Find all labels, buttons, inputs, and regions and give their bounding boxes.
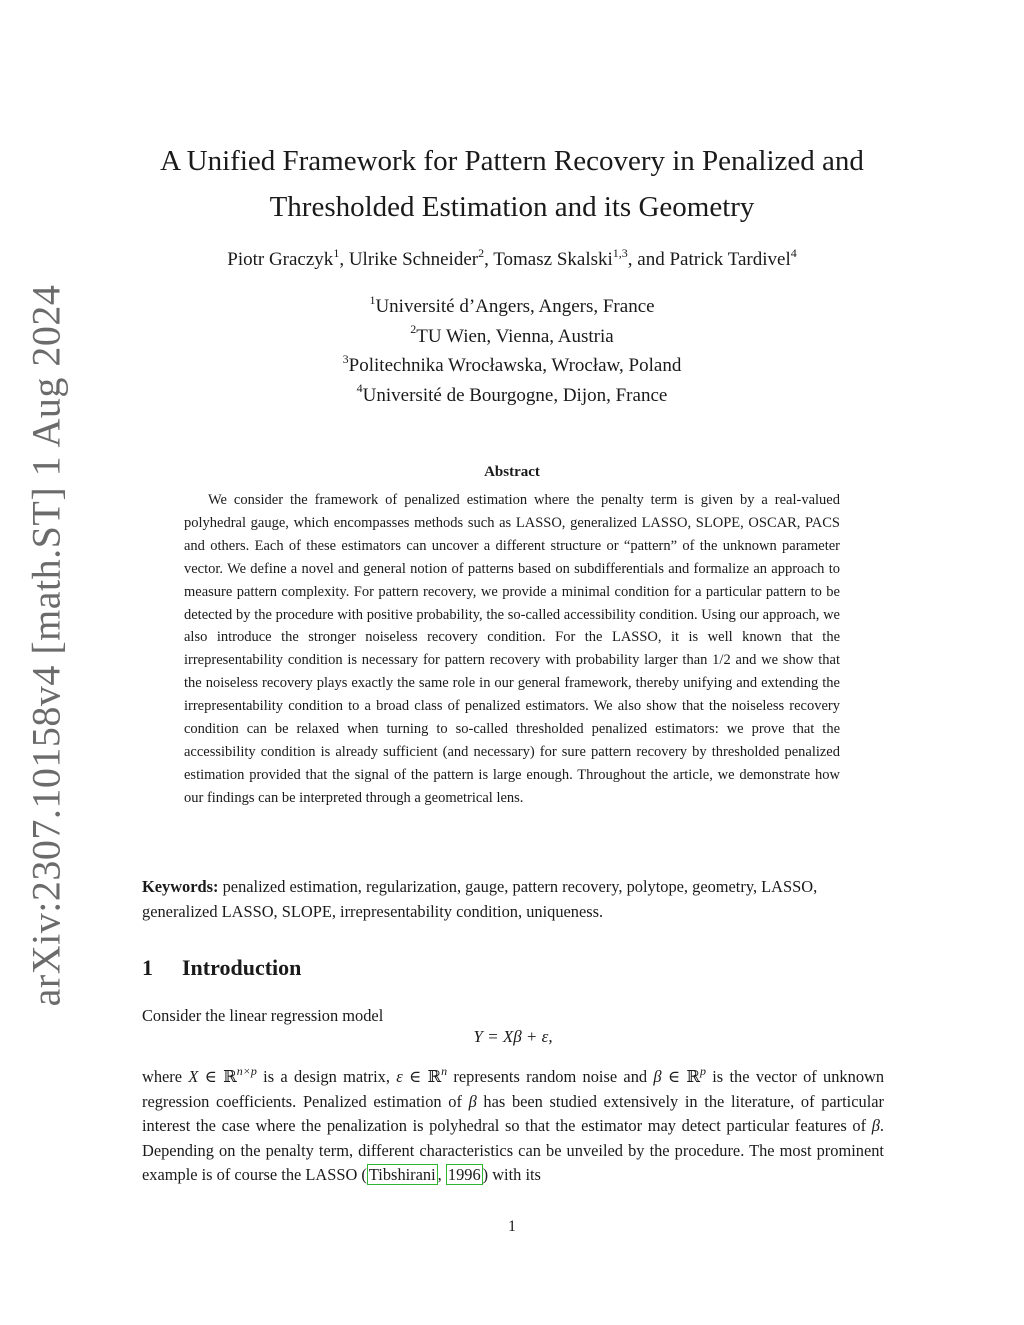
affiliation-mark: 2 <box>410 322 417 337</box>
text-run: is a design matrix, <box>256 1067 397 1086</box>
author-separator: , and <box>627 249 670 270</box>
affiliation-list <box>140 292 884 410</box>
text-run: is the vector of unknown regression coefficients. Penalized estimation of <box>142 1067 885 1111</box>
affiliation-text: TU Wien, Vienna, Austria <box>416 325 614 347</box>
text-run: ∈ ℝ <box>198 1067 237 1086</box>
text-run: represents random noise and <box>447 1067 654 1086</box>
affiliation <box>140 351 884 381</box>
math-symbol: β <box>468 1091 477 1111</box>
text-run: ∈ ℝ <box>661 1067 700 1086</box>
text-run: ∈ ℝ <box>402 1067 442 1086</box>
author-affiliation-mark: 4 <box>790 245 797 260</box>
math-symbol: X <box>188 1067 199 1086</box>
author-separator: , <box>484 249 494 270</box>
paper-title <box>140 138 884 230</box>
author-affiliation-mark: 2 <box>478 245 485 260</box>
affiliation-text: Université de Bourgogne, Dijon, France <box>362 384 668 406</box>
citation-link-author[interactable]: Tibshirani <box>368 1165 436 1185</box>
author-name: Piotr Graczyk <box>227 249 334 270</box>
math-symbol: ε <box>396 1067 403 1086</box>
affiliation-mark: 4 <box>356 381 363 396</box>
affiliation <box>140 381 884 411</box>
citation-link-year[interactable]: 1996 <box>447 1165 481 1185</box>
keywords <box>142 874 884 924</box>
math-superscript: n <box>441 1063 448 1078</box>
abstract-heading: Abstract <box>484 464 540 480</box>
author-affiliation-mark: 1,3 <box>612 245 628 260</box>
author-name: Patrick Tardivel <box>669 249 791 270</box>
keywords-label: Keywords: <box>142 877 219 896</box>
section-number: 1 <box>142 955 153 980</box>
intro-paragraph-2 <box>142 1065 884 1188</box>
arxiv-sidebar-stamp <box>18 284 74 1006</box>
affiliation-mark: 3 <box>342 351 349 366</box>
title-line-2: Thresholded Estimation and its Geometry <box>269 191 755 223</box>
section-title: Introduction <box>182 955 302 980</box>
affiliation-mark: 1 <box>369 292 376 307</box>
text-run: ) with its <box>482 1165 541 1185</box>
affiliation-text: Université d’Angers, Angers, France <box>375 296 655 317</box>
abstract-body: We consider the framework of penalized estimation where the penalty term is given by a real-valued polyhedral gauge, which encompasses methods such as LASSO, generalized LASSO, SLOPE, OSCAR, PACS and others. Each of these estimators can uncover a different structure or “pattern” of the unknown parameter vector. We define a novel and general notion of patterns based on subdifferentials and formalize an approach to measure pattern complexity. For pattern recovery, we provide a minimal condition for a particular pattern to be detected by the procedure with positive probability, the so-called accessibility condition. Using our approach, we also introduce the stronger noiseless recovery condition. For the LASSO, it is well known that the irrepresentability condition is necessary for pattern recovery with probability larger than 1/2 and we show that the noiseless recovery plays exactly the same role in our general framework, thereby unifying and extending the irrepresentability condition to a broad class of penalized estimators. We also show that the noiseless recovery condition can be relaxed when turning to so-called thresholded penalized estimators: we prove that the accessibility condition is already sufficient (and necessary) for sure pattern recovery by thresholded penalized estimation provided that the signal of the pattern is large enough. Throughout the article, we demonstrate how our findings can be interpreted through a geometrical lens. <box>184 492 840 806</box>
author-list <box>140 247 884 273</box>
arxiv-identifier: arXiv:2307.10158v4 [math.ST] 1 Aug 2024 <box>23 284 69 1006</box>
author-affiliation-mark: 1 <box>333 245 340 260</box>
affiliation <box>140 292 884 322</box>
section-heading <box>142 955 301 981</box>
regression-equation: Y = Xβ + ε, <box>473 1027 553 1046</box>
affiliation <box>140 322 884 352</box>
author-separator: , <box>339 249 349 270</box>
text-run: . Depending on the penalty term, different characteristics can be unveiled by the procedure. The most prominent example is of course the LASSO ( <box>142 1116 884 1185</box>
author-name: Ulrike Schneider <box>348 249 479 270</box>
math-superscript: n×p <box>236 1063 257 1078</box>
text-run: where <box>142 1067 189 1086</box>
page-number: 1 <box>508 1218 516 1235</box>
affiliation-text: Politechnika Wrocławska, Wrocław, Poland <box>348 355 682 376</box>
intro-paragraph-1: Consider the linear regression model <box>142 1006 384 1025</box>
title-line-1: A Unified Framework for Pattern Recovery in Penalized and <box>160 145 864 177</box>
math-symbol: β <box>653 1067 662 1086</box>
math-symbol: β <box>871 1116 880 1136</box>
text-run: , <box>437 1165 446 1185</box>
keywords-text: penalized estimation, regularization, gauge, pattern recovery, polytope, geometry, LASSO, generalized LASSO, SLOPE, irrepresentability condition, uniqueness. <box>142 877 818 921</box>
text-run: has been studied extensively in the literature, of particular interest the case where the penalization is polyhedral so that the estimator may detect particular features of <box>142 1091 884 1136</box>
author-name: Tomasz Skalski <box>493 249 613 270</box>
math-superscript: p <box>699 1063 706 1078</box>
